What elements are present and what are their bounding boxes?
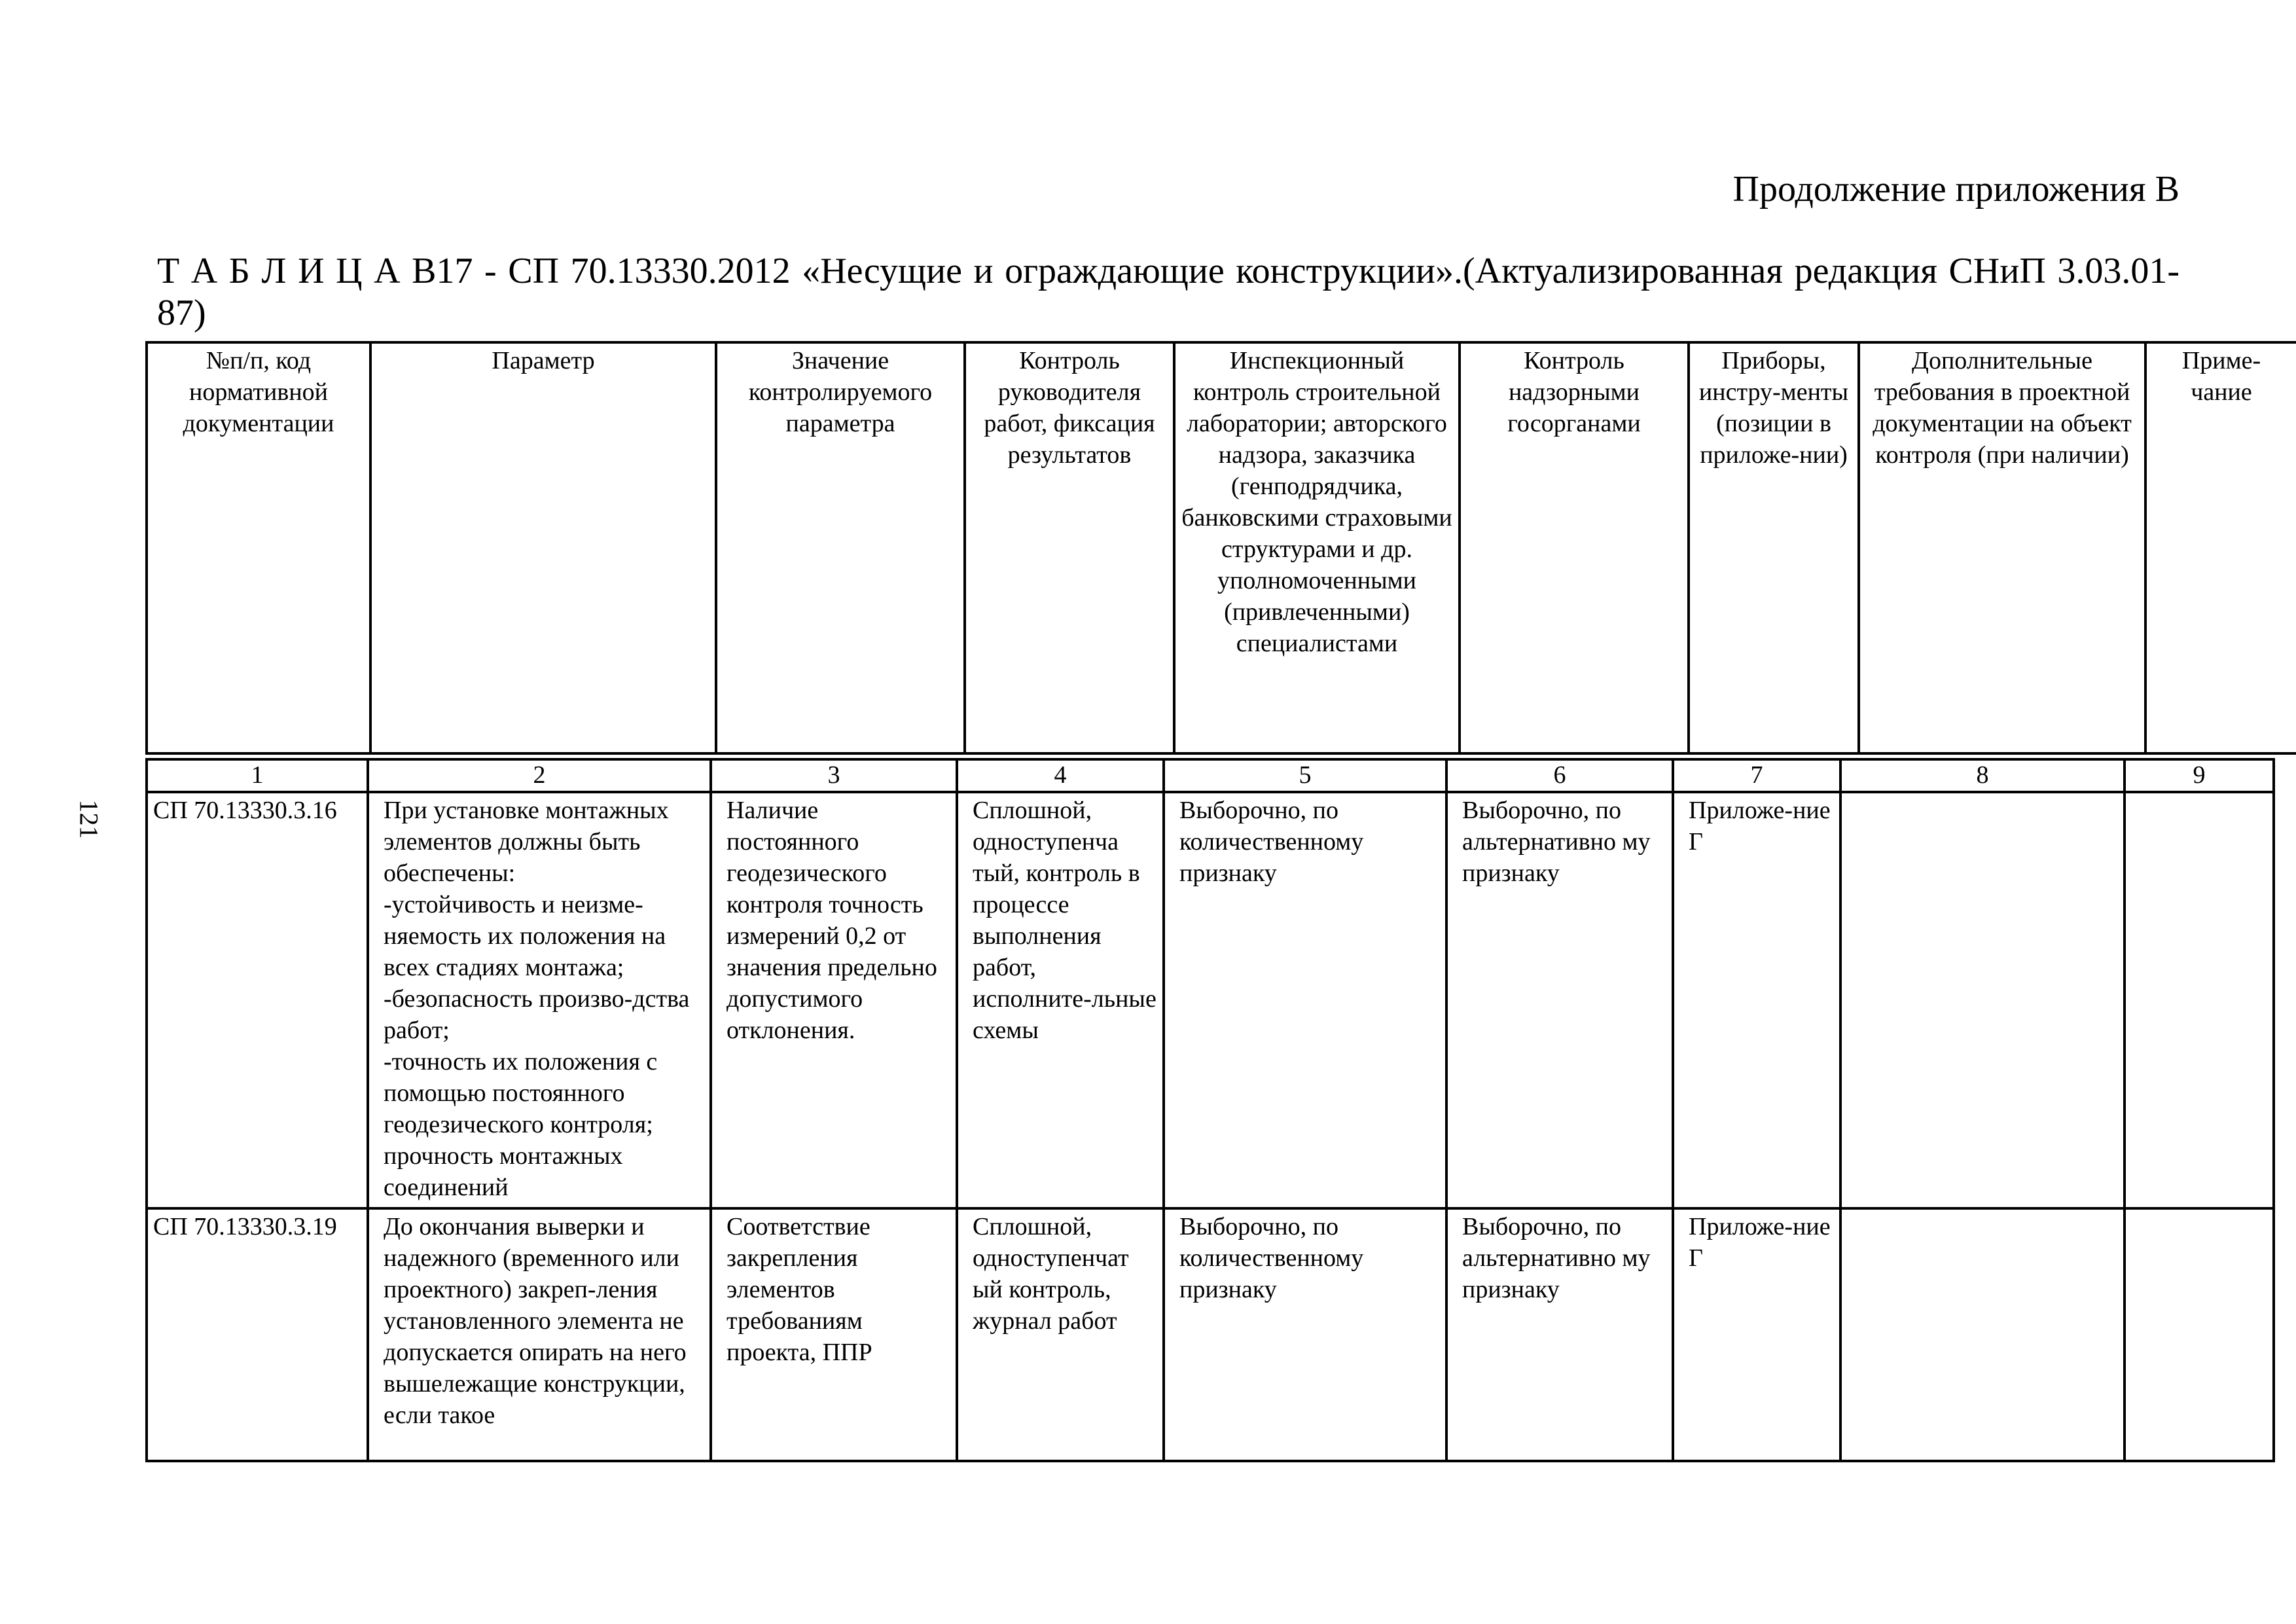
- page-heading: Продолжение приложения В: [1732, 169, 2179, 209]
- parameter-item: прочность монтажных соединений: [384, 1142, 623, 1201]
- row-inspection-control: Выборочно, по количественному признаку: [1164, 792, 1446, 1208]
- table-row: [147, 792, 2274, 1208]
- header-code: №п/п, код нормативной документации: [147, 342, 370, 753]
- row-parameter: До окончания выверки и надежного (временного или проектного) закреп-ления установленного элемента не допускается опирать на него вышележащие конструкции, если такое: [368, 1208, 711, 1461]
- parameter-item: -устойчивость и неизме-няемость их положения на всех стадиях монтажа;: [384, 891, 666, 981]
- row-supervisor-control: Сплошной, одноступенча тый, контроль в процессе выполнения работ, исполните-льные схемы: [957, 792, 1164, 1208]
- row-state-control: Выборочно, по альтернативно му признаку: [1446, 792, 1673, 1208]
- row-additional: [1840, 1208, 2125, 1461]
- header-inspection-control: Инспекционный контроль строительной лаборатории; авторского надзора, заказчика (генподрядчика, банковскими страховыми структурами и др. уполномоченными (привлеченными) специалистами: [1174, 342, 1460, 753]
- row-supervisor-control: Сплошной, одноступенчат ый контроль, журнал работ: [957, 1208, 1164, 1461]
- row-instruments: Приложе-ние Г: [1673, 792, 1840, 1208]
- column-numbers-row: [147, 759, 2274, 792]
- column-number: 2: [368, 759, 711, 792]
- column-number: 7: [1673, 759, 1840, 792]
- row-value: Наличие постоянного геодезического контроля точность измерений 0,2 от значения предельно допустимого отклонения.: [711, 792, 957, 1208]
- table-header: [145, 341, 2296, 755]
- parameter-item: -безопасность произво-дства работ;: [384, 985, 690, 1044]
- column-number: 5: [1164, 759, 1446, 792]
- header-value: Значение контролируемого параметра: [716, 342, 965, 753]
- row-instruments: Приложе-ние Г: [1673, 1208, 1840, 1461]
- header-row: [147, 342, 2296, 753]
- row-inspection-control: Выборочно, по количественному признаку: [1164, 1208, 1446, 1461]
- row-note: [2125, 792, 2274, 1208]
- column-number: 9: [2125, 759, 2274, 792]
- column-number: 4: [957, 759, 1164, 792]
- row-additional: [1840, 792, 2125, 1208]
- row-parameter: [368, 792, 711, 1208]
- table-body: [145, 758, 2275, 1462]
- header-supervisor-control: Контроль руководителя работ, фиксация результатов: [965, 342, 1174, 753]
- parameter-item: -точность их положения с помощью постоянного геодезического контроля;: [384, 1048, 658, 1138]
- page-number: 121: [74, 799, 104, 839]
- table-title: Т А Б Л И Ц А В17 - СП 70.13330.2012 «Несущие и ограждающие конструкции».(Актуализированная редакция СНиП 3.03.01-87): [157, 251, 2179, 333]
- header-additional: Дополнительные требования в проектной документации на объект контроля (при наличии): [1859, 342, 2145, 753]
- row-note: [2125, 1208, 2274, 1461]
- header-state-control: Контроль надзорными госорганами: [1460, 342, 1689, 753]
- row-state-control: Выборочно, по альтернативно му признаку: [1446, 1208, 1673, 1461]
- row-code: СП 70.13330.3.16: [147, 792, 368, 1208]
- table-row: [147, 1208, 2274, 1461]
- header-instruments: Приборы, инстру-менты (позиции в приложе-нии): [1689, 342, 1859, 753]
- header-parameter: Параметр: [370, 342, 716, 753]
- column-number: 3: [711, 759, 957, 792]
- column-number: 6: [1446, 759, 1673, 792]
- column-number: 1: [147, 759, 368, 792]
- parameter-text: При установке монтажных элементов должны быть обеспечены:: [384, 797, 669, 887]
- row-value: Соответствие закрепления элементов требованиям проекта, ППР: [711, 1208, 957, 1461]
- header-note: Приме-чание: [2145, 342, 2296, 753]
- row-code: СП 70.13330.3.19: [147, 1208, 368, 1461]
- column-number: 8: [1840, 759, 2125, 792]
